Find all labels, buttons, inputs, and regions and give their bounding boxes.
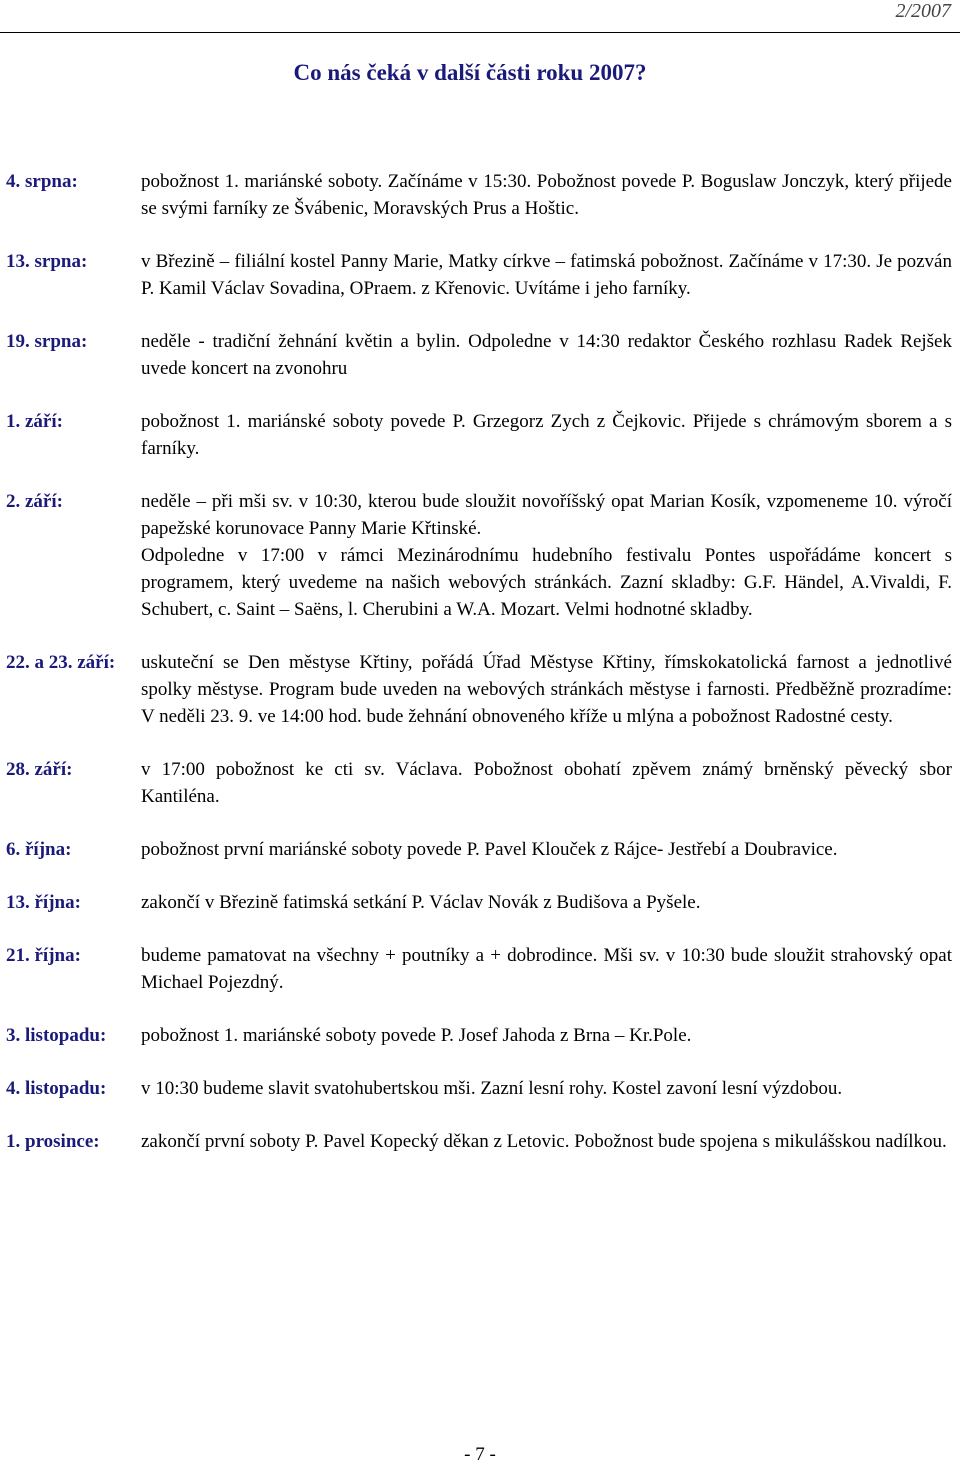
event-text: pobožnost 1. mariánské soboty povede P. Grzegorz Zych z Čejkovic. Přijede s chrámovým sborem a s farníky. (141, 411, 952, 459)
event-item (6, 942, 952, 996)
event-item (6, 248, 952, 302)
event-text: neděle - tradiční žehnání květin a bylin. Odpoledne v 14:30 redaktor Českého rozhlasu Radek Rejšek uvede koncert na zvonohru (141, 331, 952, 379)
event-date: 2. září: (6, 491, 63, 512)
event-item (6, 649, 952, 730)
event-list (6, 168, 952, 1181)
event-item (6, 1075, 952, 1102)
event-text: neděle – při mši sv. v 10:30, kterou bude sloužit novoříšský opat Marian Kosík, vzpomeneme 10. výročí papežské korunovace Panny Marie Křtinské. (141, 491, 952, 539)
event-text-extra: Odpoledne v 17:00 v rámci Mezinárodnímu hudebního festivalu Pontes uspořádáme koncert s programem, který uvedeme na našich webových stránkách. Zazní skladby: G.F. Händel, A.Vivaldi, F. Schubert, c. Saint – Saëns, l. Cherubini a W.A. Mozart. Velmi hodnotné skladby. (141, 545, 952, 620)
event-text: budeme pamatovat na všechny + poutníky a + dobrodince. Mši sv. v 10:30 bude sloužit strahovský opat Michael Pojezdný. (141, 945, 952, 993)
event-date: 4. srpna: (6, 171, 78, 192)
event-date: 1. prosince: (6, 1131, 100, 1152)
event-text: v 10:30 budeme slavit svatohubertskou mši. Zazní lesní rohy. Kostel zavoní lesní výzdobou. (141, 1078, 843, 1099)
page-title: Co nás čeká v další části roku 2007? (293, 60, 647, 85)
event-text-block (141, 488, 952, 623)
event-date: 28. září: (6, 759, 73, 780)
header-rule (0, 32, 960, 33)
issue-number: 2/2007 (895, 0, 951, 22)
event-date: 4. listopadu: (6, 1078, 107, 1099)
event-text: pobožnost 1. mariánské soboty povede P. Josef Jahoda z Brna – Kr.Pole. (141, 1025, 692, 1046)
event-date: 19. srpna: (6, 331, 88, 352)
event-date: 22. a 23. září: (6, 652, 116, 673)
event-text: uskuteční se Den městyse Křtiny, pořádá Úřad Městyse Křtiny, římskokatolická farnost a jednotlivé spolky městyse. Program bude uveden na webových stránkách městyse i farnosti. Předběžně prozradíme: V neděli 23. 9. ve 14:00 hod. bude žehnání obnoveného kříže u mlýna a pobožnost Radostné cesty. (141, 652, 952, 727)
event-date: 13. října: (6, 892, 81, 913)
event-item (6, 328, 952, 382)
page-number: - 7 - (464, 1444, 496, 1465)
event-item (6, 756, 952, 810)
event-date: 13. srpna: (6, 251, 88, 272)
event-text: zakončí v Březině fatimská setkání P. Václav Novák z Budišova a Pyšele. (141, 892, 701, 913)
event-date: 3. listopadu: (6, 1025, 107, 1046)
event-item (6, 836, 952, 863)
event-text: pobožnost první mariánské soboty povede P. Pavel Klouček z Rájce- Jestřebí a Doubravice. (141, 839, 838, 860)
event-text: v 17:00 pobožnost ke cti sv. Václava. Pobožnost obohatí zpěvem známý brněnský pěvecký sbor Kantiléna. (141, 759, 952, 807)
event-date: 6. října: (6, 839, 72, 860)
event-item (6, 488, 952, 623)
event-item (6, 1128, 952, 1155)
event-text: pobožnost 1. mariánské soboty. Začínáme v 15:30. Pobožnost povede P. Boguslaw Jonczyk, který přijede se svými farníky ze Švábenic, Moravských Prus a Hoštic. (141, 171, 952, 219)
event-item (6, 1022, 952, 1049)
event-date: 1. září: (6, 411, 63, 432)
event-item (6, 408, 952, 462)
event-item (6, 168, 952, 222)
event-text: zakončí první soboty P. Pavel Kopecký děkan z Letovic. Pobožnost bude spojena s mikulášskou nadílkou. (141, 1131, 947, 1152)
event-item (6, 889, 952, 916)
event-date: 21. října: (6, 945, 81, 966)
event-text: v Březině – filiální kostel Panny Marie, Matky církve – fatimská pobožnost. Začínáme v 17:30. Je pozván P. Kamil Václav Sovadina, OPraem. z Křenovic. Uvítáme i jeho farníky. (141, 251, 952, 299)
